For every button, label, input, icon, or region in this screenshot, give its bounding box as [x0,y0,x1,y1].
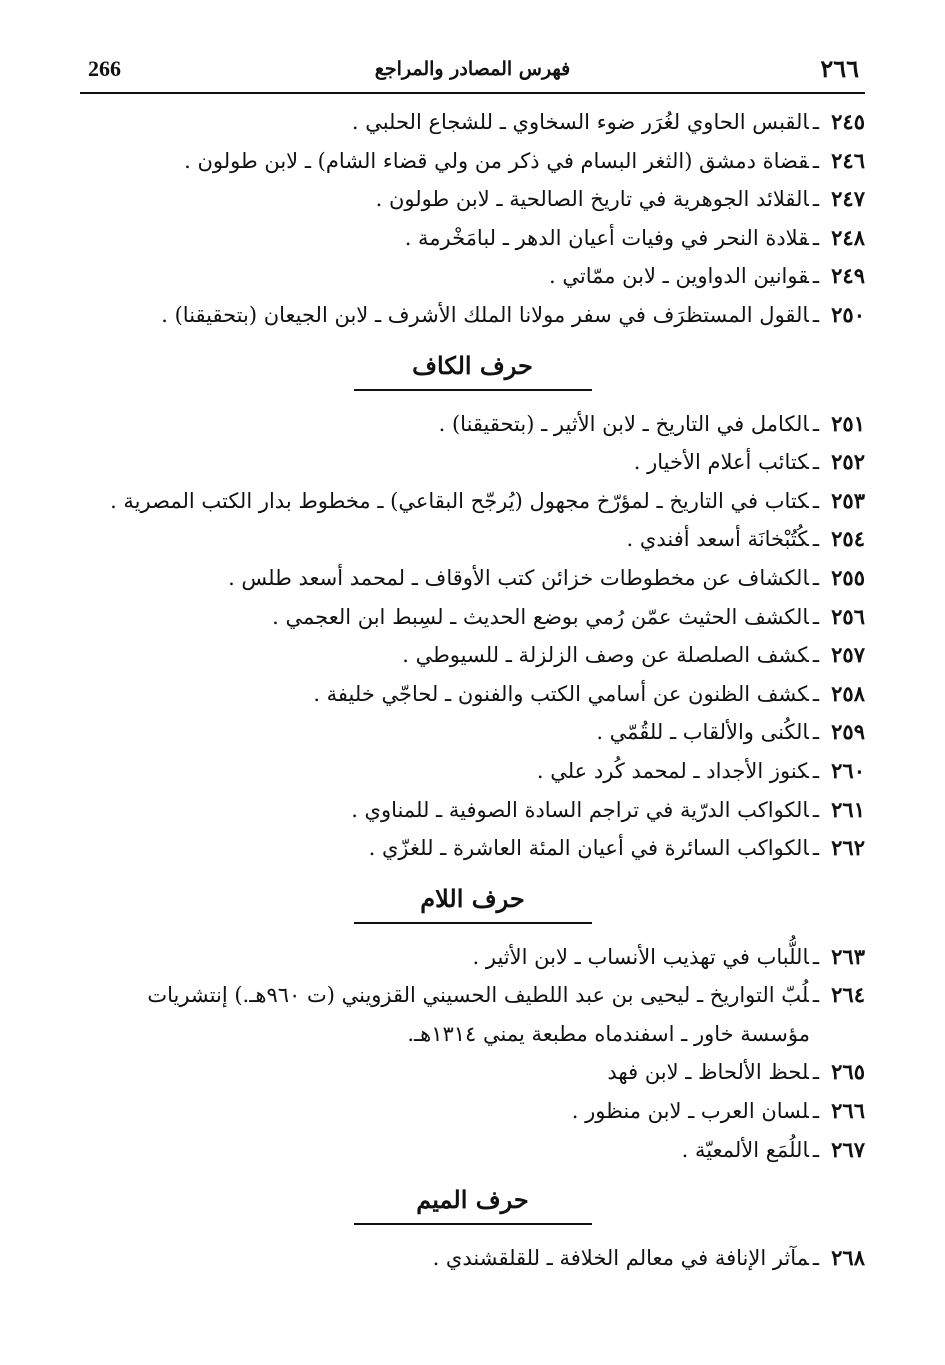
list-item: ٢٥٤ـكُتُبْخانَة أسعد أفندي . [80,520,865,559]
entry-number: ٢٦٤ [831,982,865,1008]
heading-rule [354,1223,592,1225]
entry-text: لُبّ التواريخ ـ ليحيى بن عبد اللطيف الحسيني القزويني (ت ٩٦٠هـ.) إنتشريات [147,983,809,1008]
entry-number: ٢٥٦ [831,603,865,629]
list-item: ٢٥٨ـكشف الظنون عن أسامي الكتب والفنون ـ لحاجّي خليفة . [80,675,865,714]
entry-number: ٢٥١ [831,410,865,436]
entry-text: لحظ الألحاظ ـ لابن فهد [607,1060,809,1085]
entry-number: ٢٦٧ [831,1136,865,1162]
entry-number: ٢٥٠ [831,301,865,327]
entry-number: ٢٤٥ [831,109,865,134]
entry-text: كنوز الأجداد ـ لمحمد كُرد علي . [536,758,809,783]
entry-text: كشف الصلصلة عن وصف الزلزلة ـ للسيوطي . [402,643,809,668]
entry-text: لسان العرب ـ لابن منظور . [571,1099,809,1124]
entry-number: ٢٥٩ [831,719,865,745]
entry-number: ٢٥٤ [831,526,865,552]
entry-text: الكُنى والألقاب ـ للقُمّي . [596,720,809,745]
entry-text: كُتُبْخانَة أسعد أفندي . [626,527,809,552]
entry-number: ٢٤٧ [831,186,865,212]
section-heading: حرف الكاف [412,350,533,380]
list-item: ٢٥١ـالكامل في التاريخ ـ لابن الأثير ـ (بتحقيقنا) . [80,405,865,444]
entry-number: ٢٦١ [831,796,865,822]
entry-text: القول المستظرَف في سفر مولانا الملك الأشرف ـ لابن الجيعان (بتحقيقنا) . [161,302,809,327]
list-item: ٢٤٥ـالقبس الحاوي لغُرَر ضوء السخاوي ـ للشجاع الحلبي . [80,103,865,142]
entry-number: ٢٦٥ [831,1059,865,1085]
entry-number: ٢٦٠ [831,757,865,783]
list-item: ٢٦٨ـمآثر الإنافة في معالم الخلافة ـ للقلقشندي . [80,1239,865,1278]
entry-text: كتائب أعلام الأخيار . [633,450,809,475]
entry-text: الكشاف عن مخطوطات خزائن كتب الأوقاف ـ لمحمد أسعد طلس . [228,565,809,590]
entry-continuation: مؤسسة خاور ـ اسفندماه مطبعة يمني ١٣١٤هـ. [407,1021,810,1046]
entry-text: كشف الظنون عن أسامي الكتب والفنون ـ لحاجّي خليفة . [313,681,809,706]
heading-rule [354,922,592,924]
entry-text: اللُّباب في تهذيب الأنساب ـ لابن الأثير . [472,944,809,969]
page-number-arabic: ٢٦٦ [820,54,859,83]
list-item: ٢٥٠ـالقول المستظرَف في سفر مولانا الملك الأشرف ـ لابن الجيعان (بتحقيقنا) . [80,296,865,335]
section-mim [80,1177,865,1278]
section-heading: حرف الميم [416,1185,529,1215]
entry-text: الكامل في التاريخ ـ لابن الأثير ـ (بتحقيقنا) . [438,411,809,436]
entry-text: الكشف الحثيث عمّن رُمي بوضع الحديث ـ لسِبط ابن العجمي . [272,604,809,629]
list-item: ٢٥٩ـالكُنى والألقاب ـ للقُمّي . [80,713,865,752]
entry-text: الكواكب السائرة في أعيان المئة العاشرة ـ للغزّي . [368,836,809,861]
list-item: ٢٥٢ـكتائب أعلام الأخيار . [80,443,865,482]
list-item: ٢٦٢ـالكواكب السائرة في أعيان المئة العاشرة ـ للغزّي . [80,829,865,868]
running-title: فهرس المصادر والمراجع [374,58,571,80]
entry-text: قلادة النحر في وفيات أعيان الدهر ـ لبامَخْرمة . [404,225,809,250]
list-item: ٢٦٥ـلحظ الألحاظ ـ لابن فهد [80,1053,865,1092]
page-header [80,52,865,94]
section-kaf [80,343,865,868]
list-item: ٢٦٣ـاللُّباب في تهذيب الأنساب ـ لابن الأثير . [80,938,865,977]
section-heading: حرف اللام [420,883,525,913]
entry-number: ٢٦٣ [831,943,865,969]
entry-number: ٢٥٥ [831,564,865,590]
page-body [80,103,865,1278]
list-item: ٢٤٦ـقضاة دمشق (الثغر البسام في ذكر من ولي قضاء الشام) ـ لابن طولون . [80,142,865,181]
list-item: ٢٦٦ـلسان العرب ـ لابن منظور . [80,1092,865,1131]
entry-number: ٢٦٦ [831,1098,865,1124]
list-item: ٢٥٣ـكتاب في التاريخ ـ لمؤرّخ مجهول (يُرجّح البقاعي) ـ مخطوط بدار الكتب المصرية . [80,482,865,521]
list-item: ٢٦٠ـكنوز الأجداد ـ لمحمد كُرد علي . [80,752,865,791]
entry-number: ٢٥٧ [831,642,865,668]
entry-text: قوانين الدواوين ـ لابن ممّاتي . [549,264,809,289]
list-item: ٢٤٧ـالقلائد الجوهرية في تاريخ الصالحية ـ لابن طولون . [80,180,865,219]
entry-text: كتاب في التاريخ ـ لمؤرّخ مجهول (يُرجّح البقاعي) ـ مخطوط بدار الكتب المصرية . [110,488,809,513]
list-item: ٢٦١ـالكواكب الدرّية في تراجم السادة الصوفية ـ للمناوي . [80,791,865,830]
entry-number: ٢٤٦ [831,147,865,173]
page-number-latin: 266 [88,56,121,81]
entry-number: ٢٤٩ [831,263,865,289]
entry-number: ٢٥٣ [831,487,865,513]
entry-number: ٢٥٢ [831,449,865,475]
entry-number: ٢٤٨ [831,224,865,250]
section-qaf [80,103,865,335]
entry-number: ٢٥٨ [831,680,865,706]
heading-rule [354,389,592,391]
entry-text: مآثر الإنافة في معالم الخلافة ـ للقلقشندي . [432,1246,809,1271]
section-lam [80,876,865,1170]
list-item: ٢٥٧ـكشف الصلصلة عن وصف الزلزلة ـ للسيوطي . [80,636,865,675]
entry-text: القبس الحاوي لغُرَر ضوء السخاوي ـ للشجاع الحلبي . [351,110,809,134]
entry-text: قضاة دمشق (الثغر البسام في ذكر من ولي قضاء الشام) ـ لابن طولون . [184,148,809,173]
list-item: ٢٥٦ـالكشف الحثيث عمّن رُمي بوضع الحديث ـ لسِبط ابن العجمي . [80,598,865,637]
entry-number: ٢٦٢ [831,835,865,861]
entry-number: ٢٦٨ [831,1245,865,1271]
list-item: ٢٤٨ـقلادة النحر في وفيات أعيان الدهر ـ لبامَخْرمة . [80,219,865,258]
list-item: ٢٦٧ـاللُمَع الألمعيّة . [80,1131,865,1170]
entry-text: اللُمَع الألمعيّة . [681,1137,809,1162]
list-item: ٢٥٥ـالكشاف عن مخطوطات خزائن كتب الأوقاف ـ لمحمد أسعد طلس . [80,559,865,598]
entry-text: القلائد الجوهرية في تاريخ الصالحية ـ لابن طولون . [375,187,809,212]
list-item: ٢٤٩ـقوانين الدواوين ـ لابن ممّاتي . [80,257,865,296]
list-item: ٢٦٤ـلُبّ التواريخ ـ ليحيى بن عبد اللطيف الحسيني القزويني (ت ٩٦٠هـ.) إنتشريات مؤسسة خاور ـ اسفندماه مطبعة يمني ١٣١٤هـ. [80,976,865,1053]
entry-text: الكواكب الدرّية في تراجم السادة الصوفية ـ للمناوي . [351,797,809,822]
